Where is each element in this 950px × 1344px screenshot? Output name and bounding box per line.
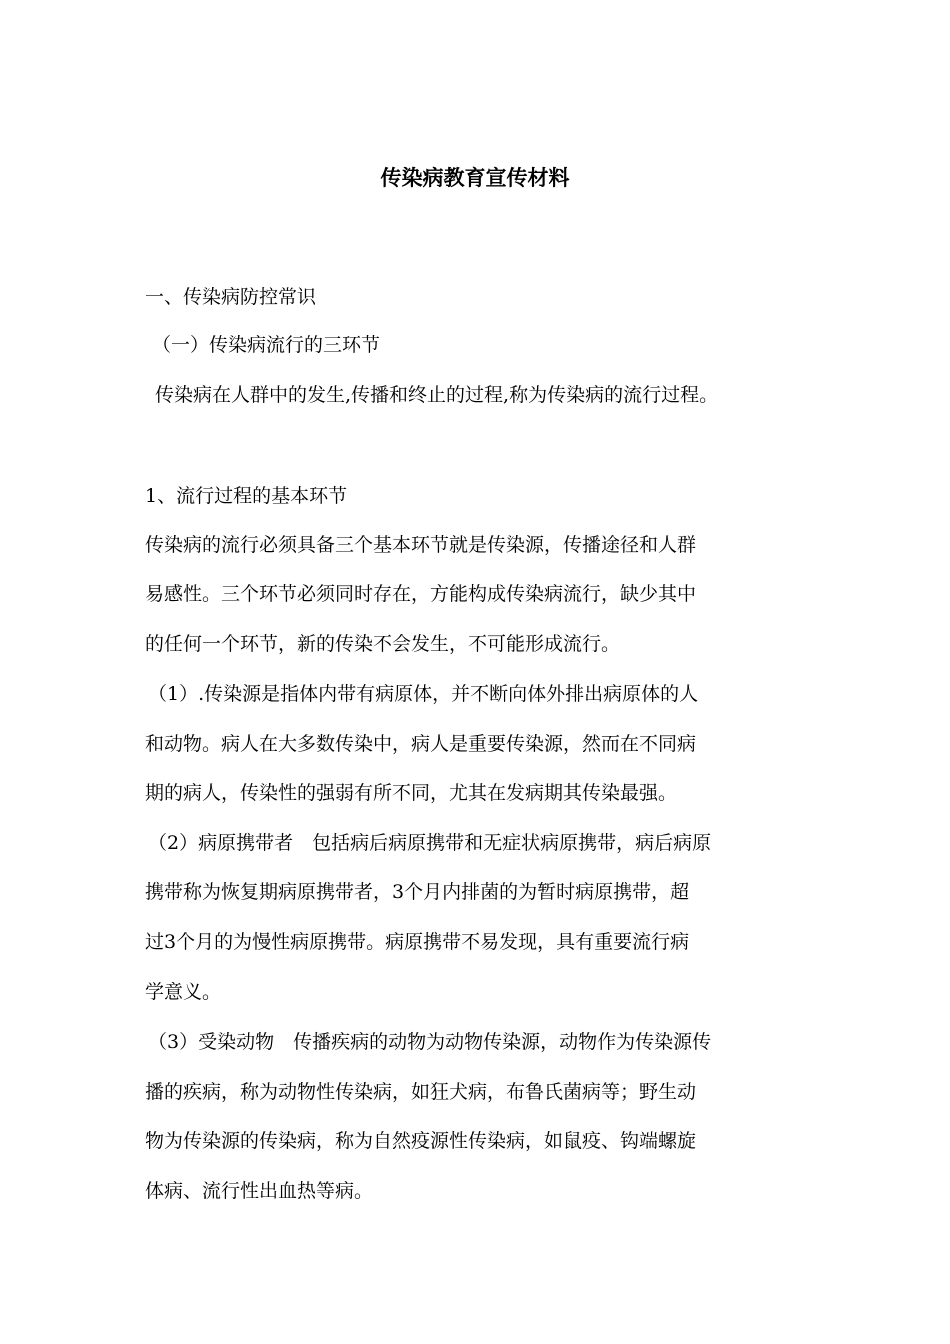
paragraph-line: 携带称为恢复期病原携带者，3个月内排菌的为暂时病原携带，超 (145, 881, 690, 903)
paragraph-line: （1）.传染源是指体内带有病原体，并不断向体外排出病原体的人 (148, 683, 699, 705)
document-title: 传染病教育宣传材料 (380, 165, 570, 190)
paragraph-line: 过3个月的为慢性病原携带。病原携带不易发现，具有重要流行病 (145, 931, 690, 953)
paragraph-line: 播的疾病，称为动物性传染病，如狂犬病，布鲁氏菌病等；野生动 (145, 1081, 697, 1103)
paragraph-line: 学意义。 (145, 981, 222, 1003)
subsection-heading: （一）传染病流行的三环节 (152, 334, 381, 356)
paragraph-line: 物为传染源的传染病，称为自然疫源性传染病，如鼠疫、钩端螺旋 (145, 1130, 697, 1152)
paragraph-line: （2）病原携带者 包括病后病原携带和无症状病原携带，病后病原 (148, 832, 712, 854)
paragraph-line: 体病、流行性出血热等病。 (145, 1180, 374, 1202)
paragraph-line: 易感性。三个环节必须同时存在，方能构成传染病流行，缺少其中 (145, 583, 697, 605)
paragraph-line: 传染病在人群中的发生,传播和终止的过程,称为传染病的流行过程。 (155, 384, 719, 406)
paragraph-line: （3）受染动物 传播疾病的动物为动物传染源，动物作为传染源传 (148, 1031, 712, 1053)
paragraph-line: 和动物。病人在大多数传染中，病人是重要传染源，然而在不同病 (145, 733, 697, 755)
paragraph-line: 传染病的流行必须具备三个基本环节就是传染源，传播途径和人群 (145, 534, 697, 556)
paragraph-line: 的任何一个环节，新的传染不会发生，不可能形成流行。 (145, 633, 621, 655)
item-heading: 1、流行过程的基本环节 (145, 485, 348, 507)
section-heading: 一、传染病防控常识 (145, 286, 317, 308)
paragraph-line: 期的病人，传染性的强弱有所不同，尤其在发病期其传染最强。 (145, 782, 678, 804)
